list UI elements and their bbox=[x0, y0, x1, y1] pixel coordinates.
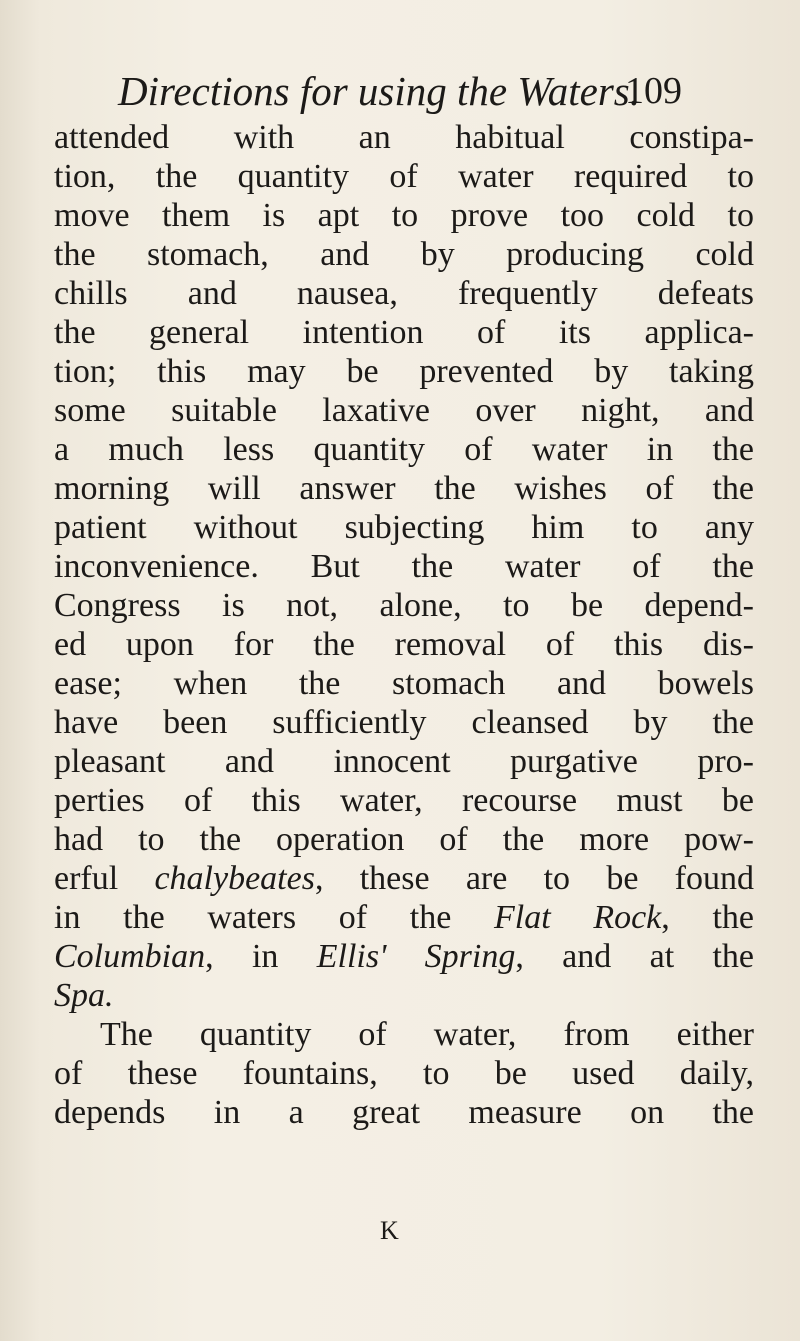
text-run: in the waters of the bbox=[54, 899, 494, 936]
signature-mark: K bbox=[380, 1216, 399, 1245]
text-line bbox=[54, 859, 754, 898]
text-line: of these fountains, to be used daily, bbox=[54, 1055, 754, 1092]
text-line: inconvenience. But the water of the bbox=[54, 548, 754, 585]
text-line: ed upon for the removal of this dis- bbox=[54, 626, 754, 663]
text-run: , in bbox=[205, 938, 317, 975]
text-line: Congress is not, alone, to be depend- bbox=[54, 587, 754, 624]
text-line: attended with an habitual constipa- bbox=[54, 119, 754, 156]
body-text bbox=[54, 118, 754, 1132]
italic-term: Flat Rock bbox=[493, 899, 662, 936]
text-line: some suitable laxative over night, and bbox=[54, 392, 754, 429]
text-line: depends in a great measure on the bbox=[54, 1094, 754, 1131]
text-run: erful bbox=[54, 860, 155, 897]
running-title: Directions for using the Waters. bbox=[118, 68, 640, 114]
running-header bbox=[118, 66, 678, 116]
page-number: 109 bbox=[625, 70, 682, 112]
text-line: a much less quantity of water in the bbox=[54, 431, 754, 468]
text-line: morning will answer the wishes of the bbox=[54, 470, 754, 507]
text-line: Spa. bbox=[54, 977, 114, 1014]
text-line: The quantity of water, from either bbox=[100, 1016, 754, 1053]
italic-term: chalybeates bbox=[154, 860, 315, 897]
text-line: tion, the quantity of water required to bbox=[54, 158, 754, 195]
text-line: chills and nausea, frequently defeats bbox=[54, 275, 754, 312]
text-line: perties of this water, recourse must be bbox=[54, 782, 754, 819]
text-line: move them is apt to prove too cold to bbox=[54, 197, 754, 234]
text-line: the stomach, and by producing cold bbox=[54, 236, 754, 273]
text-run: , these are to be found bbox=[314, 860, 754, 897]
text-line: patient without subjecting him to any bbox=[54, 509, 754, 546]
text-line: have been sufficiently cleansed by the bbox=[54, 704, 754, 741]
text-line: ease; when the stomach and bowels bbox=[54, 665, 754, 702]
italic-term: Columbian bbox=[54, 938, 206, 975]
text-run: , the bbox=[661, 899, 754, 936]
text-line bbox=[54, 898, 754, 937]
text-line: the general intention of its applica- bbox=[54, 314, 754, 351]
text-run: , and at the bbox=[515, 938, 754, 975]
text-line: had to the operation of the more pow- bbox=[54, 821, 754, 858]
italic-term: Ellis' Spring bbox=[316, 938, 516, 975]
text-line bbox=[54, 937, 754, 976]
text-line: pleasant and innocent purgative pro- bbox=[54, 743, 754, 780]
text-line: tion; this may be prevented by taking bbox=[54, 353, 754, 390]
